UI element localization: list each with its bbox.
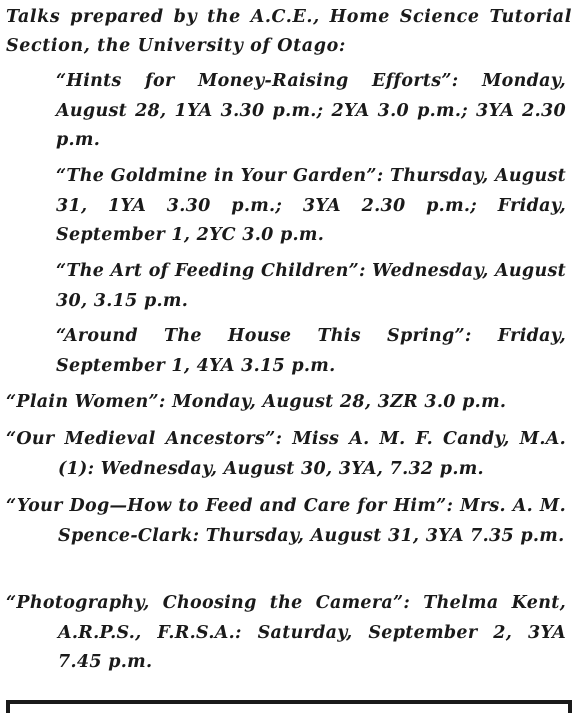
talk-photography: “Photography, Choosing the Camera”: Thelma Kent, A.R.P.S., F.R.S.A.: Saturday, September 2, 3YA 7.45 p.m.	[6, 593, 566, 672]
sub-talk-goldmine-garden: “The Goldmine in Your Garden”: Thursday, August 31, 1YA 3.30 p.m.; 3YA 2.30 p.m.; Friday, September 1, 2YC 3.0 p.m.	[56, 166, 566, 245]
sub-talk-around-house: “Around The House This Spring”: Friday, September 1, 4YA 3.15 p.m.	[56, 326, 566, 376]
talk-medieval-ancestors: “Our Medieval Ancestors”: Miss A. M. F. Candy, M.A. (1): Wednesday, August 30, 3YA, 7.32 p.m.	[6, 429, 566, 479]
talk-plain-women: “Plain Women”: Monday, August 28, 3ZR 3.0 p.m.	[6, 392, 507, 412]
bottom-border-rule	[6, 700, 572, 713]
sub-talk-money-raising: “Hints for Money-Raising Efforts”: Monday, August 28, 1YA 3.30 p.m.; 2YA 3.0 p.m.; 3YA 2.30 p.m.	[56, 71, 566, 150]
intro-heading: Talks prepared by the A.C.E., Home Science Tutorial Section, the University of Otago:	[6, 7, 572, 56]
talk-your-dog: “Your Dog—How to Feed and Care for Him”: Mrs. A. M. Spence-Clark: Thursday, August 31, 3YA 7.35 p.m.	[6, 496, 566, 546]
sub-talk-feeding-children: “The Art of Feeding Children”: Wednesday, August 30, 3.15 p.m.	[56, 261, 567, 311]
